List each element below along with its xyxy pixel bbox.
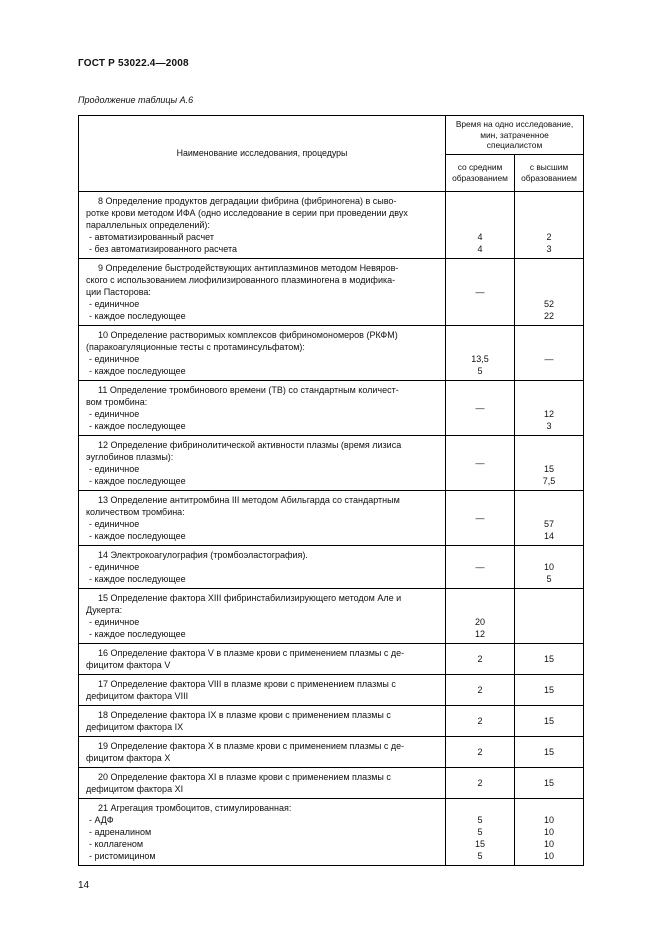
mid-education-value-cell [446, 705, 515, 736]
mid-education-value: 5 [477, 850, 483, 861]
mid-education-value: 2 [477, 684, 483, 695]
procedure-text-line: 16 Определение фактора V в плазме крови с применением плазмы с де- [98, 647, 405, 658]
high-education-value: 3 [546, 420, 552, 431]
procedure-text-line: эуглобинов плазмы): [86, 451, 174, 462]
mid-education-value: — [475, 512, 485, 523]
mid-education-value-cell [446, 191, 515, 258]
mid-education-value: 5 [477, 814, 483, 825]
procedure-text-line: параллельных определений): [86, 219, 210, 230]
high-education-value [517, 207, 581, 219]
table-header [79, 116, 584, 192]
high-education-value-cell [515, 490, 584, 545]
high-education-value [517, 219, 581, 231]
procedure-name-cell [79, 705, 446, 736]
procedure-name-cell [79, 736, 446, 767]
column-header-procedure-name: Наименование исследования, процедуры [79, 116, 446, 192]
procedure-text-line: - каждое последующее [89, 530, 186, 541]
procedure-text-line: - каждое последующее [89, 628, 186, 639]
high-education-value: 12 [543, 408, 554, 419]
mid-education-value: 12 [474, 628, 485, 639]
high-education-value-cell [515, 798, 584, 865]
procedure-text-line: 14 Электрокоагулография (тромбоэластография). [98, 549, 308, 560]
mid-education-value-cell [446, 258, 515, 325]
mid-education-value: 2 [477, 746, 483, 757]
high-education-value: 3 [546, 243, 552, 254]
high-education-value: 52 [543, 298, 554, 309]
table-section-row-4 [79, 380, 584, 435]
procedure-text-line: Дукерта: [86, 604, 123, 615]
procedure-name-cell [79, 325, 446, 380]
column-header-high-education: с высшим образованием [515, 154, 584, 191]
procedure-text-line: ротке крови методом ИФА (одно исследование в серии при проведении двух [86, 207, 408, 218]
high-education-value-cell [515, 767, 584, 798]
procedure-text-line: - АДФ [89, 814, 114, 825]
procedure-text-line: - каждое последующее [89, 420, 186, 431]
procedure-text-line: дефицитом фактора VIII [86, 690, 189, 701]
high-education-value: 15 [543, 684, 554, 695]
procedure-text-line: 12 Определение фибринолитической активности плазмы (время лизиса [98, 439, 402, 450]
procedure-text-line: 13 Определение антитромбина III методом Абильгарда со стандартным [98, 494, 400, 505]
mid-education-value-cell [446, 588, 515, 643]
procedure-text-line: - коллагеном [89, 838, 144, 849]
high-education-value [517, 604, 581, 616]
high-education-value [517, 262, 581, 274]
procedure-text-line: 10 Определение растворимых комплексов фибриномономеров (РКФМ) [98, 329, 398, 340]
procedure-text-line: - единичное [89, 298, 140, 309]
high-education-value-cell [515, 435, 584, 490]
procedure-text-line: дефицитом фактора XI [86, 783, 184, 794]
table-section-row-2 [79, 258, 584, 325]
procedure-text-line: - единичное [89, 561, 140, 572]
mid-education-value-cell [446, 325, 515, 380]
document-number: ГОСТ Р 53022.4—2008 [78, 58, 189, 69]
procedure-text-line: 21 Агрегация тромбоцитов, стимулированная: [98, 802, 292, 813]
mid-education-value [448, 341, 512, 353]
high-education-value [517, 396, 581, 408]
mid-education-value: 5 [477, 826, 483, 837]
mid-education-value [448, 195, 512, 207]
high-education-value-cell [515, 258, 584, 325]
mid-education-value-cell [446, 736, 515, 767]
high-education-value-cell [515, 545, 584, 588]
high-education-value: 15 [543, 715, 554, 726]
mid-education-value: 5 [477, 365, 483, 376]
mid-education-value [448, 219, 512, 231]
procedure-text-line: - единичное [89, 408, 140, 419]
procedure-name-cell [79, 435, 446, 490]
high-education-value: 15 [543, 746, 554, 757]
table-section-row-6 [79, 490, 584, 545]
procedure-text-line: - единичное [89, 353, 140, 364]
high-education-value [517, 274, 581, 286]
mid-education-value: 2 [477, 715, 483, 726]
table-section-row-8 [79, 588, 584, 643]
table-section-row-5 [79, 435, 584, 490]
page-number: 14 [78, 879, 90, 891]
high-education-value-cell [515, 191, 584, 258]
mid-education-value [448, 802, 512, 814]
mid-education-value: — [475, 561, 485, 572]
high-education-value: 14 [543, 530, 554, 541]
mid-education-value-cell [446, 643, 515, 674]
procedure-text-line: - единичное [89, 518, 140, 529]
high-education-value: 2 [546, 231, 552, 242]
procedure-name-cell [79, 490, 446, 545]
procedure-text-line: ции Пасторова: [86, 286, 151, 297]
high-education-value-cell [515, 325, 584, 380]
high-education-value [517, 341, 581, 353]
procedure-name-cell [79, 643, 446, 674]
mid-education-value: 15 [474, 838, 485, 849]
procedure-text-line: 17 Определение фактора VIII в плазме крови с применением плазмы с [98, 678, 396, 689]
mid-education-value: 20 [474, 616, 485, 627]
procedure-text-line: - ристомицином [89, 850, 156, 861]
high-education-value [517, 329, 581, 341]
high-education-value: 15 [543, 463, 554, 474]
high-education-value-cell [515, 674, 584, 705]
table-section-row-13 [79, 767, 584, 798]
mid-education-value: 2 [477, 777, 483, 788]
high-education-value: 57 [543, 518, 554, 529]
procedure-text-line: 19 Определение фактора X в плазме крови с применением плазмы с де- [98, 740, 405, 751]
table-section-row-7 [79, 545, 584, 588]
procedure-text-line: фицитом фактора X [86, 752, 171, 763]
high-education-value [517, 802, 581, 814]
procedure-text-line: - каждое последующее [89, 573, 186, 584]
mid-education-value [448, 329, 512, 341]
mid-education-value-cell [446, 798, 515, 865]
procedure-text-line: - единичное [89, 616, 140, 627]
procedure-text-line: - адреналином [89, 826, 152, 837]
high-education-value: 15 [543, 653, 554, 664]
mid-education-value: — [475, 402, 485, 413]
procedure-text-line: 9 Определение быстродействующих антиплазминов методом Невяров- [98, 262, 399, 273]
high-education-value: 10 [543, 838, 554, 849]
table-section-row-1 [79, 191, 584, 258]
table-section-row-9 [79, 643, 584, 674]
high-education-value [517, 439, 581, 451]
procedure-text-line: - каждое последующее [89, 310, 186, 321]
procedure-name-cell [79, 674, 446, 705]
procedure-text-line: 18 Определение фактора IX в плазме крови с применением плазмы с [98, 709, 391, 720]
high-education-value [517, 616, 581, 628]
procedure-name-cell [79, 798, 446, 865]
high-education-value [517, 195, 581, 207]
mid-education-value-cell [446, 490, 515, 545]
mid-education-value: — [475, 286, 485, 297]
high-education-value: 15 [543, 777, 554, 788]
high-education-value: 10 [543, 814, 554, 825]
procedure-name-cell [79, 380, 446, 435]
mid-education-value-cell [446, 380, 515, 435]
column-header-mid-education: со средним образованием [446, 154, 515, 191]
procedure-text-line: (паракоагуляционные тесты с протаминсульфатом): [86, 341, 305, 352]
mid-education-value: 4 [477, 231, 483, 242]
table-section-row-12 [79, 736, 584, 767]
high-education-value-cell [515, 588, 584, 643]
table-section-row-14 [79, 798, 584, 865]
high-education-value [517, 628, 581, 640]
procedure-text-line: - без автоматизированного расчета [89, 243, 237, 254]
high-education-value [517, 365, 581, 377]
procedure-text-line: вом тромбина: [86, 396, 148, 407]
procedure-text-line: ского с использованием лиофилизированного плазминогена в модифика- [86, 274, 396, 285]
high-education-value-cell [515, 643, 584, 674]
procedure-text-line: - каждое последующее [89, 365, 186, 376]
procedure-name-cell [79, 258, 446, 325]
procedure-text-line: - автоматизированный расчет [89, 231, 214, 242]
high-education-value [517, 506, 581, 518]
column-header-time: Время на одно исследование, мин, затраченное специалистом [446, 116, 584, 155]
high-education-value [517, 549, 581, 561]
high-education-value [517, 384, 581, 396]
table-body [79, 191, 584, 865]
high-education-value: — [544, 353, 554, 364]
mid-education-value [448, 604, 512, 616]
mid-education-value-cell [446, 674, 515, 705]
high-education-value: 10 [543, 826, 554, 837]
high-education-value [517, 451, 581, 463]
procedure-text-line: 20 Определение фактора XI в плазме крови с применением плазмы с [98, 771, 391, 782]
mid-education-value [448, 592, 512, 604]
mid-education-value: 13,5 [471, 353, 489, 364]
high-education-value: 5 [546, 573, 552, 584]
mid-education-value: 2 [477, 653, 483, 664]
table-section-row-10 [79, 674, 584, 705]
mid-education-value [448, 207, 512, 219]
procedures-table [78, 115, 584, 866]
procedure-text-line: 8 Определение продуктов деградации фибрина (фибриногена) в сыво- [98, 195, 397, 206]
high-education-value-cell [515, 380, 584, 435]
procedure-name-cell [79, 545, 446, 588]
high-education-value: 10 [543, 850, 554, 861]
procedure-text-line: 11 Определение тромбинового времени (ТВ) со стандартным количест- [98, 384, 399, 395]
table-caption: Продолжение таблицы А.6 [78, 95, 194, 105]
mid-education-value-cell [446, 767, 515, 798]
procedure-name-cell [79, 191, 446, 258]
procedure-name-cell [79, 767, 446, 798]
procedure-text-line: фицитом фактора V [86, 659, 171, 670]
procedure-text-line: - единичное [89, 463, 140, 474]
high-education-value [517, 494, 581, 506]
high-education-value: 22 [543, 310, 554, 321]
mid-education-value-cell [446, 545, 515, 588]
high-education-value: 10 [543, 561, 554, 572]
procedure-text-line: - каждое последующее [89, 475, 186, 486]
procedure-text-line: количеством тромбина: [86, 506, 185, 517]
mid-education-value: 4 [477, 243, 483, 254]
high-education-value [517, 286, 581, 298]
mid-education-value: — [475, 457, 485, 468]
table-section-row-3 [79, 325, 584, 380]
mid-education-value-cell [446, 435, 515, 490]
high-education-value: 7,5 [542, 475, 556, 486]
high-education-value-cell [515, 705, 584, 736]
table-section-row-11 [79, 705, 584, 736]
table-header-row-top [79, 116, 584, 155]
high-education-value-cell [515, 736, 584, 767]
procedure-text-line: дефицитом фактора IX [86, 721, 184, 732]
procedure-text-line: 15 Определение фактора XIII фибринстабилизирующего методом Але и [98, 592, 402, 603]
procedure-name-cell [79, 588, 446, 643]
high-education-value [517, 592, 581, 604]
